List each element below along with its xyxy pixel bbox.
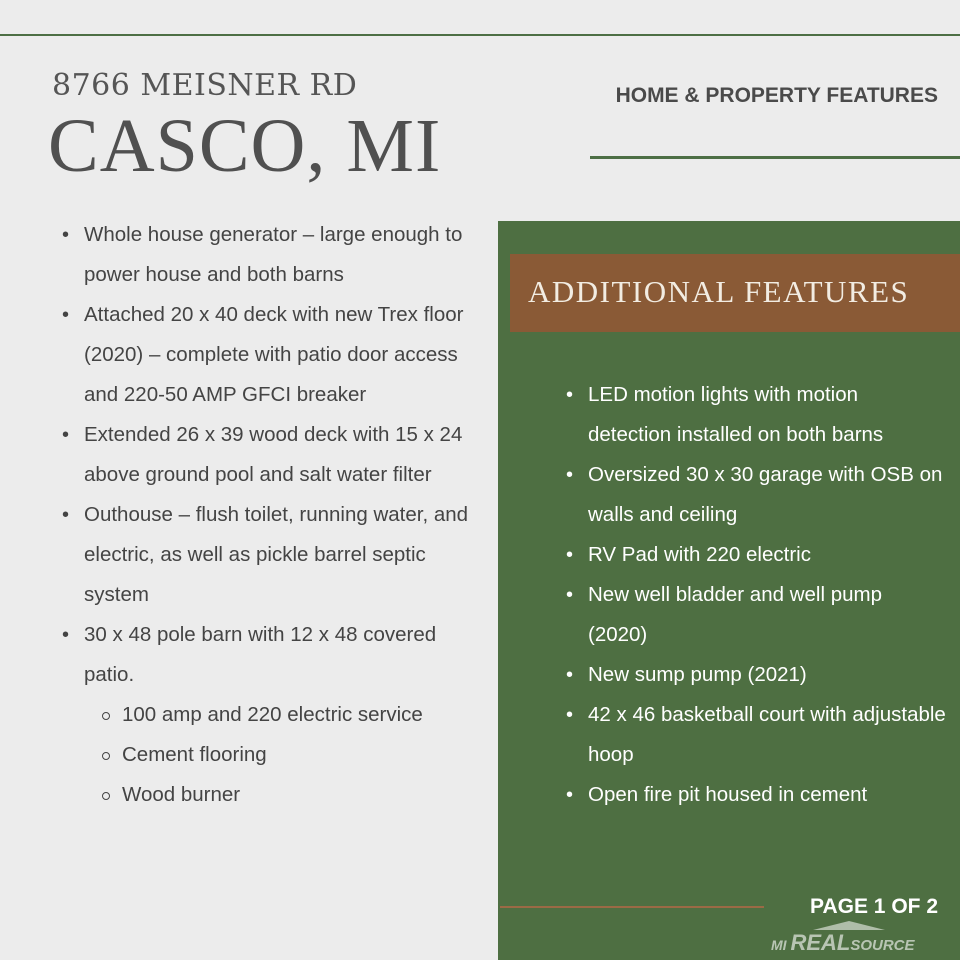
roof-icon [813,921,885,930]
list-item: • Open fire pit housed in cement [566,775,946,815]
city-heading: CASCO, MI [48,104,442,188]
footer-divider [500,906,764,908]
list-item: • LED motion lights with motion detection installed on both barns [566,375,946,455]
additional-features-title: ADDITIONAL FEATURES [528,274,910,309]
additional-features-banner [510,254,960,332]
page-indicator: PAGE 1 OF 2 [810,895,938,918]
list-item: • Attached 20 x 40 deck with new Trex floor (2020) – complete with patio door access and 220-50 AMP GFCI breaker [60,295,480,415]
sub-list-item: 100 amp and 220 electric service [60,695,480,735]
list-item: • Oversized 30 x 30 garage with OSB on walls and ceiling [566,455,946,535]
home-features-list [60,215,480,815]
list-item: • Whole house generator – large enough to power house and both barns [60,215,480,295]
list-item: • New sump pump (2021) [566,655,946,695]
list-item: • New well bladder and well pump (2020) [566,575,946,655]
street-address: 8766 MEISNER RD [52,68,358,103]
list-item: • RV Pad with 220 electric [566,535,946,575]
top-divider [0,34,960,36]
watermark-text: MI REALSOURCE [771,930,915,955]
additional-features-list [566,375,946,815]
sub-list-item: Wood burner [60,775,480,815]
list-item: • Extended 26 x 39 wood deck with 15 x 24 above ground pool and salt water filter [60,415,480,495]
section-divider [590,156,960,159]
list-item: • Outhouse – flush toilet, running water, and electric, as well as pickle barrel septic system [60,495,480,615]
list-item: • 42 x 46 basketball court with adjustable hoop [566,695,946,775]
list-item: • 30 x 48 pole barn with 12 x 48 covered patio. [60,615,480,695]
sub-list-item: Cement flooring [60,735,480,775]
mirealsource-watermark-logo [771,921,946,955]
pole-barn-sublist [60,695,480,815]
section-title: HOME & PROPERTY FEATURES [615,84,938,107]
